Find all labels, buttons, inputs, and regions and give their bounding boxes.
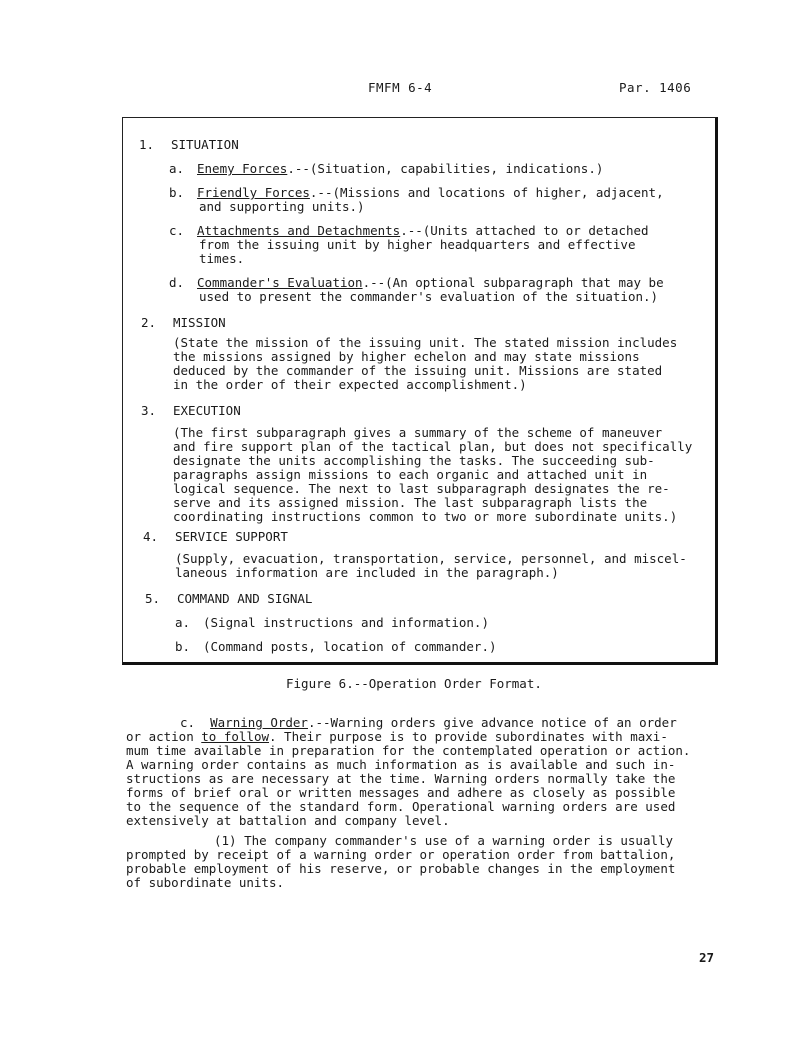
section-text: deduced by the commander of the issuing unit. Missions are stated bbox=[173, 363, 663, 378]
section-text: serve and its assigned mission. The last subparagraph lists the bbox=[173, 495, 648, 510]
section-text: the missions assigned by higher echelon and may state missions bbox=[173, 349, 640, 364]
subparagraph: c. Attachments and Detachments.--(Units attached to or detached bbox=[169, 223, 649, 238]
paragraph-1-line: prompted by receipt of a warning order or operation order from battalion, bbox=[126, 847, 676, 862]
paragraph-c-line: structions as are necessary at the time. Warning orders normally take the bbox=[126, 771, 676, 786]
subparagraph-line: and supporting units.) bbox=[199, 199, 365, 214]
paragraph-c-line: extensively at battalion and company level. bbox=[126, 813, 450, 828]
section-text: paragraphs assign missions to each organic and attached unit in bbox=[173, 467, 648, 482]
section-heading: 5. COMMAND AND SIGNAL bbox=[145, 591, 313, 606]
document-code: FMFM 6-4 bbox=[368, 80, 433, 95]
figure-caption: Figure 6.--Operation Order Format. bbox=[286, 676, 542, 691]
section-text: in the order of their expected accomplishment.) bbox=[173, 377, 527, 392]
paragraph-c-line: mum time available in preparation for the contemplated operation or action. bbox=[126, 743, 691, 758]
section-heading: 4. SERVICE SUPPORT bbox=[143, 529, 288, 544]
subparagraph: d. Commander's Evaluation.--(An optional subparagraph that may be bbox=[169, 275, 664, 290]
subparagraph-line: times. bbox=[199, 251, 245, 266]
paragraph-c-line: or action to follow. Their purpose is to provide subordinates with maxi- bbox=[126, 729, 668, 744]
section-heading: 1. SITUATION bbox=[139, 137, 239, 152]
subparagraph-line: from the issuing unit by higher headquarters and effective bbox=[199, 237, 636, 252]
section-text: logical sequence. The next to last subparagraph designates the re- bbox=[173, 481, 670, 496]
subparagraph: b. (Command posts, location of commander.) bbox=[175, 639, 497, 654]
paragraph-c-line: A warning order contains as much information as is available and such in- bbox=[126, 757, 676, 772]
subparagraph-line: used to present the commander's evaluation of the situation.) bbox=[199, 289, 659, 304]
page-number: 27 bbox=[699, 950, 715, 965]
section-text: (State the mission of the issuing unit. The stated mission includes bbox=[173, 335, 678, 350]
section-text: laneous information are included in the paragraph.) bbox=[175, 565, 559, 580]
section-text: designate the units accomplishing the tasks. The succeeding sub- bbox=[173, 453, 655, 468]
section-heading: 2. MISSION bbox=[141, 315, 226, 330]
subparagraph: a. Enemy Forces.--(Situation, capabilities, indications.) bbox=[169, 161, 604, 176]
section-heading: 3. EXECUTION bbox=[141, 403, 241, 418]
paragraph-c-line: to the sequence of the standard form. Operational warning orders are used bbox=[126, 799, 676, 814]
subparagraph: b. Friendly Forces.--(Missions and locations of higher, adjacent, bbox=[169, 185, 664, 200]
paragraph-1-line: probable employment of his reserve, or probable changes in the employment bbox=[126, 861, 676, 876]
section-text: coordinating instructions common to two or more subordinate units.) bbox=[173, 509, 678, 524]
section-text: and fire support plan of the tactical plan, but does not specifically bbox=[173, 439, 693, 454]
section-text: (The first subparagraph gives a summary of the scheme of maneuver bbox=[173, 425, 663, 440]
subparagraph: a. (Signal instructions and information.) bbox=[175, 615, 489, 630]
figure-box bbox=[122, 117, 718, 665]
paragraph-c-line: forms of brief oral or written messages and adhere as closely as possible bbox=[126, 785, 676, 800]
section-text: (Supply, evacuation, transportation, service, personnel, and miscel- bbox=[175, 551, 687, 566]
paragraph-c-heading: c. Warning Order.--Warning orders give advance notice of an order bbox=[180, 715, 677, 730]
paragraph-reference: Par. 1406 bbox=[619, 80, 692, 95]
paragraph-1-line: (1) The company commander's use of a warning order is usually bbox=[214, 833, 674, 848]
paragraph-1-line: of subordinate units. bbox=[126, 875, 285, 890]
